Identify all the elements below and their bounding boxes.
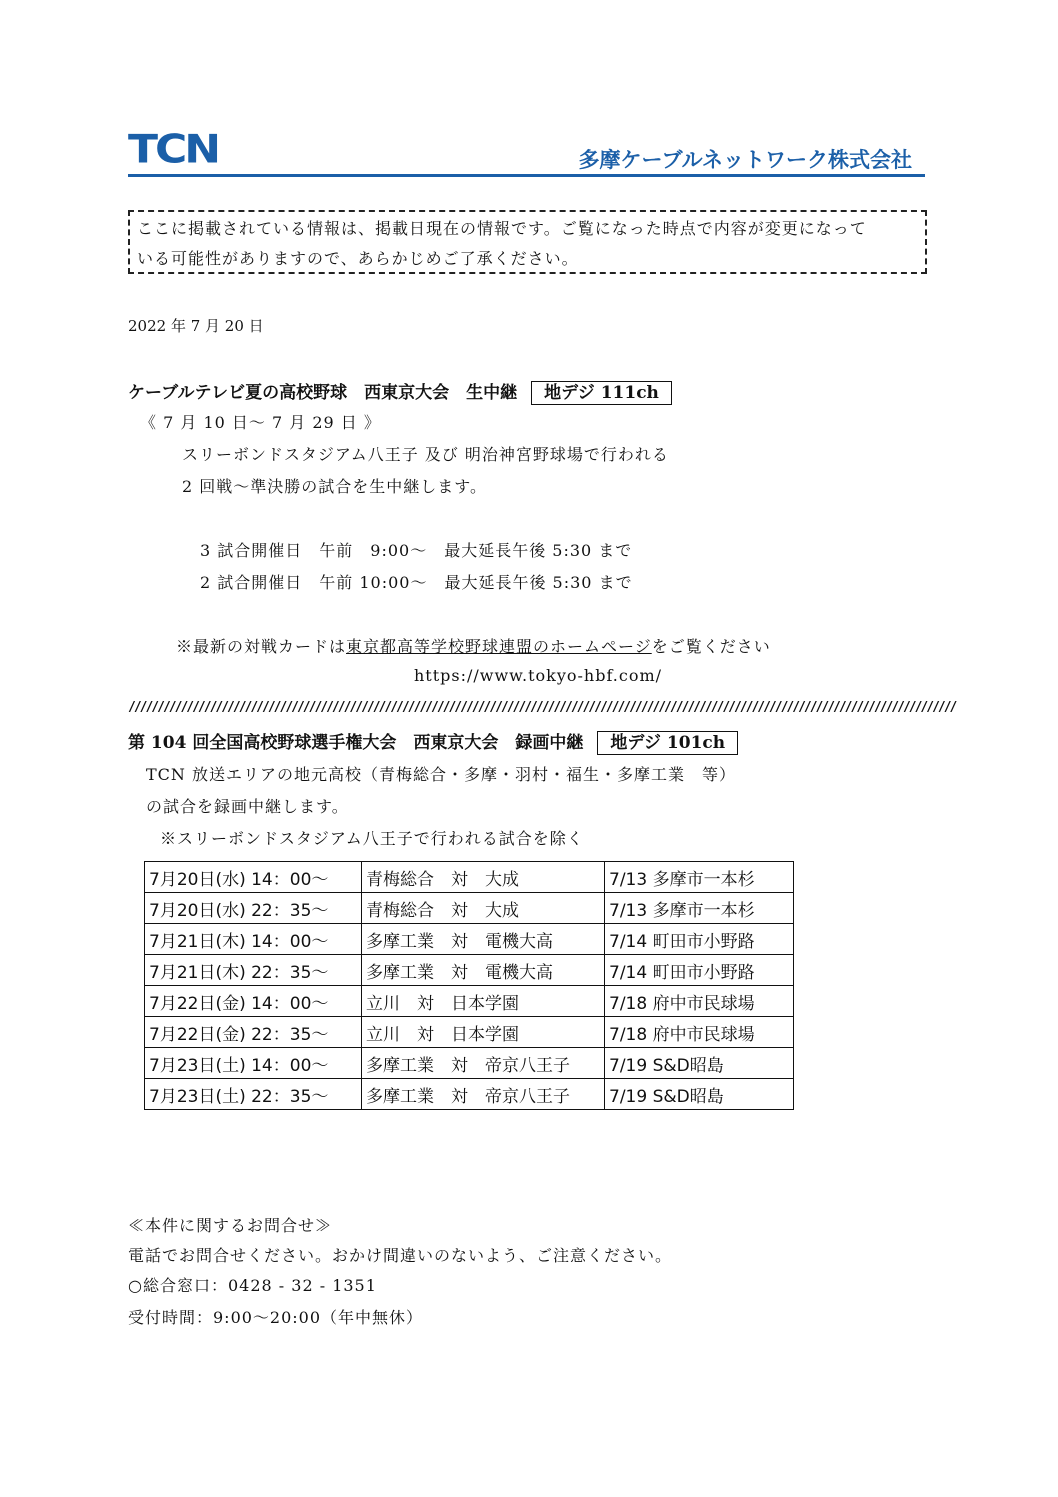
- section1-desc-2: 2 回戦～準決勝の試合を生中継します。: [182, 477, 487, 496]
- matchup: 青梅総合 対 大成: [362, 862, 605, 893]
- broadcast-schedule-table: [144, 861, 794, 1110]
- table-row: [145, 955, 794, 986]
- section2-desc-2: の試合を録画中継します。: [146, 797, 349, 816]
- table-row: [145, 1079, 794, 1110]
- broadcast-time: 7月23日(土) 14：00～: [145, 1048, 362, 1079]
- section1-period: 《 7 月 10 日～ 7 月 29 日 》: [140, 413, 381, 432]
- matchup: 多摩工業 対 帝京八王子: [362, 1079, 605, 1110]
- notice-line-2: いる可能性がありますので、あらかじめご了承ください。: [137, 249, 579, 268]
- section1-note-suffix: をご覧ください: [651, 637, 771, 656]
- venue: 7/13 多摩市一本杉: [605, 862, 794, 893]
- tcn-logo: TCN: [128, 126, 219, 173]
- table-row: [145, 924, 794, 955]
- venue: 7/14 町田市小野路: [605, 924, 794, 955]
- section-divider: //////////////////////////////////////////////////////////////////////////////////////////////////////////////////////////////////////////////: [128, 700, 956, 715]
- venue: 7/13 多摩市一本杉: [605, 893, 794, 924]
- venue: 7/18 府中市民球場: [605, 1017, 794, 1048]
- hbf-url[interactable]: https://www.tokyo-hbf.com/: [414, 666, 663, 685]
- header-rule: [128, 174, 925, 177]
- matchup: 立川 対 日本学園: [362, 1017, 605, 1048]
- notice-line-1: ここに掲載されている情報は、掲載日現在の情報です。ご覧になった時点で内容が変更になって: [137, 219, 867, 238]
- matchup: 青梅総合 対 大成: [362, 893, 605, 924]
- broadcast-time: 7月23日(土) 22：35～: [145, 1079, 362, 1110]
- section1-channel-badge: 地デジ 111ch: [531, 381, 672, 405]
- inquiry-phone: ○総合窓口：0428 - 32 - 1351: [128, 1276, 377, 1295]
- hbf-homepage-link[interactable]: 東京都高等学校野球連盟のホームページ: [346, 637, 652, 656]
- section1-desc-1: スリーボンドスタジアム八王子 及び 明治神宮野球場で行われる: [182, 445, 669, 464]
- matchup: 多摩工業 対 電機大高: [362, 955, 605, 986]
- matchup: 多摩工業 対 帝京八王子: [362, 1048, 605, 1079]
- table-row: [145, 893, 794, 924]
- section2-desc-1: TCN 放送エリアの地元高校（青梅総合・多摩・羽村・福生・多摩工業 等）: [146, 765, 737, 784]
- section1-title: [128, 378, 672, 405]
- inquiry-title: ≪本件に関するお問合せ≫: [128, 1216, 333, 1235]
- venue: 7/18 府中市民球場: [605, 986, 794, 1017]
- table-row: [145, 1048, 794, 1079]
- matchup: 多摩工業 対 電機大高: [362, 924, 605, 955]
- section1-note-prefix: ※最新の対戦カードは: [176, 637, 347, 656]
- broadcast-time: 7月21日(木) 14：00～: [145, 924, 362, 955]
- broadcast-time: 7月22日(金) 14：00～: [145, 986, 362, 1017]
- table-row: [145, 1017, 794, 1048]
- venue: 7/19 S&D昭島: [605, 1079, 794, 1110]
- venue: 7/19 S&D昭島: [605, 1048, 794, 1079]
- inquiry-hours: 受付時間：9:00～20:00（年中無休）: [128, 1308, 424, 1327]
- notice-box: [128, 210, 927, 274]
- section1-time-2: 2 試合開催日 午前 10:00～ 最大延長午後 5:30 まで: [200, 573, 633, 592]
- broadcast-time: 7月20日(水) 14：00～: [145, 862, 362, 893]
- table-row: [145, 986, 794, 1017]
- section2-title-text: 第 104 回全国高校野球選手権大会 西東京大会 録画中継: [128, 733, 584, 753]
- section2-note: ※スリーボンドスタジアム八王子で行われる試合を除く: [160, 829, 584, 848]
- matchup: 立川 対 日本学園: [362, 986, 605, 1017]
- section2-title: [128, 728, 738, 755]
- broadcast-time: 7月22日(金) 22：35～: [145, 1017, 362, 1048]
- company-name: 多摩ケーブルネットワーク株式会社: [578, 148, 912, 172]
- publish-date: 2022 年 7 月 20 日: [128, 317, 264, 335]
- broadcast-time: 7月21日(木) 22：35～: [145, 955, 362, 986]
- section1-time-1: 3 試合開催日 午前 9:00～ 最大延長午後 5:30 まで: [200, 541, 633, 560]
- inquiry-line-1: 電話でお問合せください。おかけ間違いのないよう、ご注意ください。: [128, 1246, 673, 1265]
- section1-title-text: ケーブルテレビ夏の高校野球 西東京大会 生中継: [128, 383, 518, 403]
- broadcast-time: 7月20日(水) 22：35～: [145, 893, 362, 924]
- table-row: [145, 862, 794, 893]
- section1-note: [176, 634, 771, 657]
- section2-channel-badge: 地デジ 101ch: [597, 731, 738, 755]
- venue: 7/14 町田市小野路: [605, 955, 794, 986]
